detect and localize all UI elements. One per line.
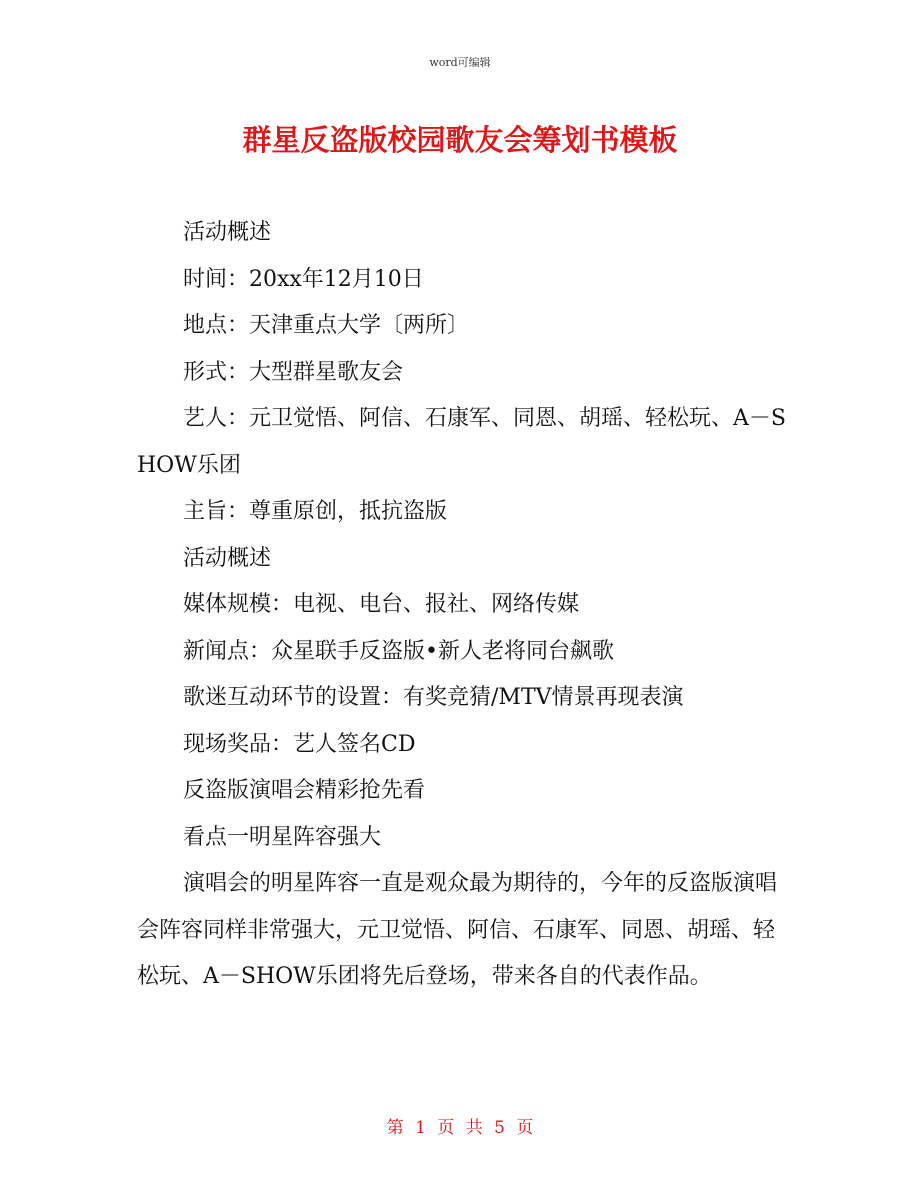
paragraph: 形式：大型群星歌友会 (183, 359, 404, 385)
paragraph: 歌迷互动环节的设置：有奖竞猜/MTV情景再现表演 (183, 685, 684, 710)
paragraph: 时间：20xx年12月10日 (183, 266, 424, 292)
paragraph: 媒体规模：电视、电台、报社、网络传媒 (183, 592, 580, 617)
header-note: word可编辑 (429, 56, 491, 69)
paragraph: 主旨：尊重原创，抵抗盗版 (183, 499, 448, 524)
paragraph: 新闻点：众星联手反盗版•新人老将同台飙歌 (183, 638, 614, 664)
paragraph: 演唱会的明星阵容一直是观众最为期待的，今年的反盗版演唱会阵容同样非常强大，元卫觉悟、阿信、石康军、同恩、胡瑶、轻松玩、A－SHOW乐团将先后登场，带来各自的代表作品。 (137, 871, 778, 989)
document-title: 群星反盗版校园歌友会筹划书模板 (242, 123, 678, 157)
paragraph: 活动概述 (183, 220, 272, 245)
paragraph: 看点一明星阵容强大 (183, 824, 382, 850)
paragraph: 反盗版演唱会精彩抢先看 (183, 778, 426, 803)
page-footer: 第 1 页 共 5 页 (386, 1118, 534, 1138)
paragraph: 活动概述 (183, 545, 272, 571)
paragraph: 现场奖品：艺人签名CD (183, 731, 416, 757)
document-body (137, 210, 787, 1001)
paragraph: 地点：天津重点大学〔两所〕 (183, 313, 470, 338)
paragraph: 艺人：元卫觉悟、阿信、石康军、同恩、胡瑶、轻松玩、A－SHOW乐团 (137, 406, 786, 478)
